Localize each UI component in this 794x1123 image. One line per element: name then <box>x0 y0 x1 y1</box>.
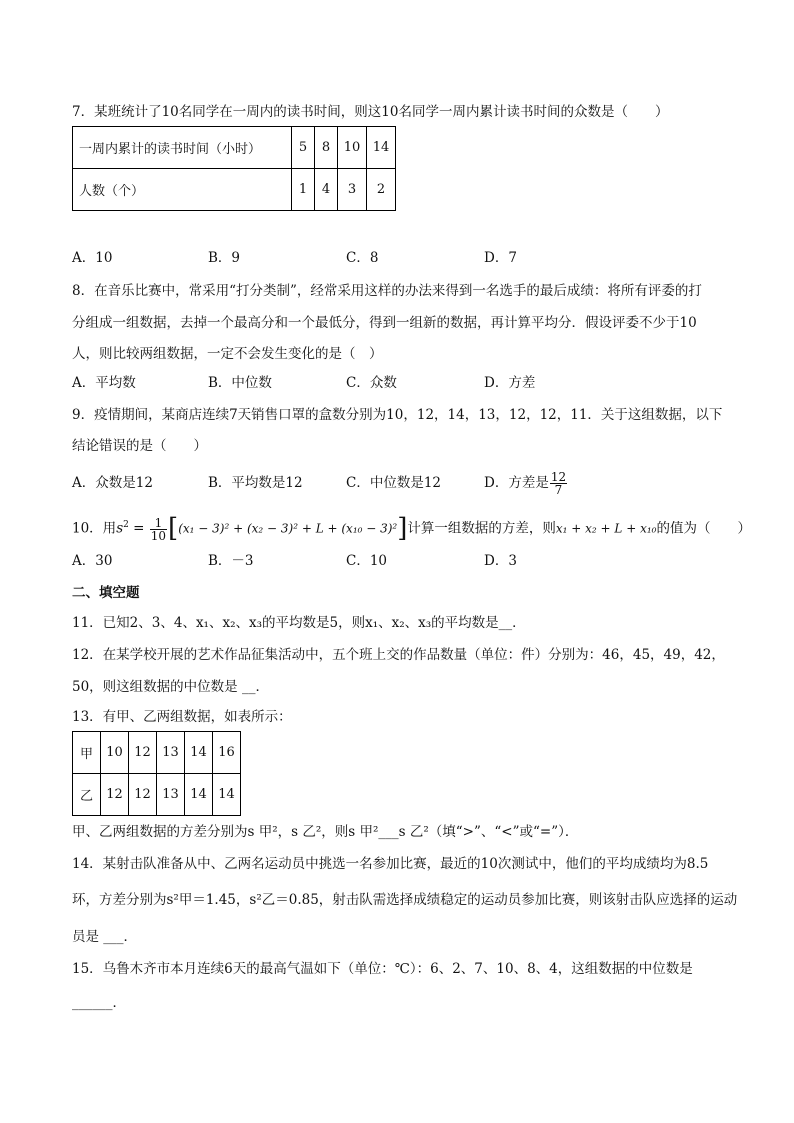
fraction-denominator: 7 <box>554 483 563 497</box>
table-cell: 14 <box>213 774 241 816</box>
table-cell: 1 <box>292 169 315 211</box>
question-8-line-1: 8．在音乐比赛中，常采用“打分类制”，经常采用这样的办法来得到一名选手的最后成绩：将所有评委的打 <box>72 283 702 299</box>
question-14-line-2: 环，方差分别为s²甲＝1.45，s²乙＝0.85，射击队需选择成绩稳定的运动员参加比赛，则该射击队应选择的运动 <box>72 892 738 908</box>
fraction <box>550 471 567 496</box>
question-14-line-3: 员是 ___． <box>72 929 138 945</box>
question-7-table <box>72 126 396 211</box>
right-bracket: ] <box>397 513 408 544</box>
option-b: B．9 <box>208 250 241 266</box>
option-b: B．－3 <box>208 553 254 569</box>
left-bracket: [ <box>168 513 179 544</box>
table-cell: 14 <box>185 732 213 774</box>
option-d: D．方差 <box>484 375 536 391</box>
question-13-text: 13．有甲、乙两组数据，如表所示： <box>72 709 292 725</box>
question-10-suffix: 的值为（ ） <box>656 520 751 537</box>
table-row <box>73 127 396 169</box>
table-cell: 4 <box>315 169 338 211</box>
fraction-denominator: 10 <box>150 528 167 543</box>
option-a: A．众数是12 <box>72 475 153 491</box>
option-c: C．中位数是12 <box>346 475 442 491</box>
option-d-prefix: D．方差是 <box>484 475 549 491</box>
variance-formula: (x₁ − 3)² + (x₂ − 3)² + L + (x₁₀ − 3)² <box>178 521 398 536</box>
table-row <box>73 169 396 211</box>
table-row <box>73 774 241 816</box>
table-cell-label: 人数（个） <box>73 169 292 211</box>
question-12-line-1: 12．在某学校开展的艺术作品征集活动中，五个班上交的作品数量（单位：件）分别为：46，45，49，42， <box>72 647 725 663</box>
question-7-text: 7．某班统计了10名同学在一周内的读书时间，则这10名同学一周内累计读书时间的众数是（ ） <box>72 104 669 120</box>
variance-exponent: 2 <box>123 520 129 530</box>
table-cell: 8 <box>315 127 338 169</box>
table-cell: 12 <box>129 774 157 816</box>
table-cell: 14 <box>367 127 396 169</box>
fraction-numerator: 12 <box>550 470 567 484</box>
option-a: A．平均数 <box>72 375 136 391</box>
table-cell-label: 甲 <box>73 732 101 774</box>
option-a: A．10 <box>72 250 113 266</box>
question-8-line-2: 分组成一组数据，去掉一个最高分和一个最低分，得到一组新的数据，再计算平均分．假设评委不少于10 <box>72 315 697 331</box>
table-cell: 5 <box>292 127 315 169</box>
section-title: 二、填空题 <box>72 585 140 601</box>
option-c: C．众数 <box>346 375 397 391</box>
table-cell: 2 <box>367 169 396 211</box>
option-c: C．10 <box>346 553 388 569</box>
sum-expression: x₁ + x₂ + L + x₁₀ <box>555 521 657 536</box>
equals-sign: = <box>128 520 149 537</box>
table-cell: 13 <box>157 774 185 816</box>
table-cell: 16 <box>213 732 241 774</box>
question-13-table <box>72 731 241 816</box>
table-cell: 12 <box>101 774 129 816</box>
question-10-prefix: 10．用 <box>72 520 117 537</box>
table-row <box>73 732 241 774</box>
question-10-text <box>72 512 751 542</box>
question-8-line-3: 人，则比较两组数据，一定不会发生变化的是（ ） <box>72 346 383 362</box>
option-d <box>484 466 568 500</box>
variance-symbol: s <box>116 520 124 537</box>
question-14-line-1: 14．某射击队准备从中、乙两名运动员中挑选一名参加比赛，最近的10次测试中，他们的平均成绩均为8.5 <box>72 856 709 872</box>
option-d: D．3 <box>484 553 517 569</box>
question-12-line-2: 50，则这组数据的中位数是 __． <box>72 679 269 695</box>
question-9-line-1: 9．疫情期间，某商店连续7天销售口罩的盒数分别为10，12，14，13，12，12，11．关于这组数据，以下 <box>72 407 723 423</box>
option-d: D．7 <box>484 250 517 266</box>
table-cell: 3 <box>338 169 367 211</box>
question-15-line-2: ______． <box>72 995 126 1011</box>
table-cell-label: 一周内累计的读书时间（小时） <box>73 127 292 169</box>
option-c: C．8 <box>346 250 379 266</box>
table-cell: 12 <box>129 732 157 774</box>
table-cell: 14 <box>185 774 213 816</box>
question-13-after-text: 甲、乙两组数据的方差分别为s 甲²，s 乙²，则s 甲²___s 乙²（填“>”、“<”或“=”）． <box>72 824 579 840</box>
question-11-text: 11．已知2、3、4、x₁、x₂、x₃的平均数是5，则x₁、x₂、x₃的平均数是__． <box>72 615 526 631</box>
option-b: B．平均数是12 <box>208 475 303 491</box>
question-9-line-2: 结论错误的是（ ） <box>72 438 207 454</box>
option-a: A．30 <box>72 553 113 569</box>
table-cell: 13 <box>157 732 185 774</box>
question-15-line-1: 15．乌鲁木齐市本月连续6天的最高气温如下（单位：℃）：6、2、7、10、8、4，这组数据的中位数是 <box>72 961 693 977</box>
fraction <box>150 517 167 542</box>
question-10-middle: 计算一组数据的方差，则 <box>407 520 556 537</box>
fraction-numerator: 1 <box>150 517 167 530</box>
table-cell: 10 <box>338 127 367 169</box>
table-cell-label: 乙 <box>73 774 101 816</box>
option-b: B．中位数 <box>208 375 272 391</box>
table-cell: 10 <box>101 732 129 774</box>
